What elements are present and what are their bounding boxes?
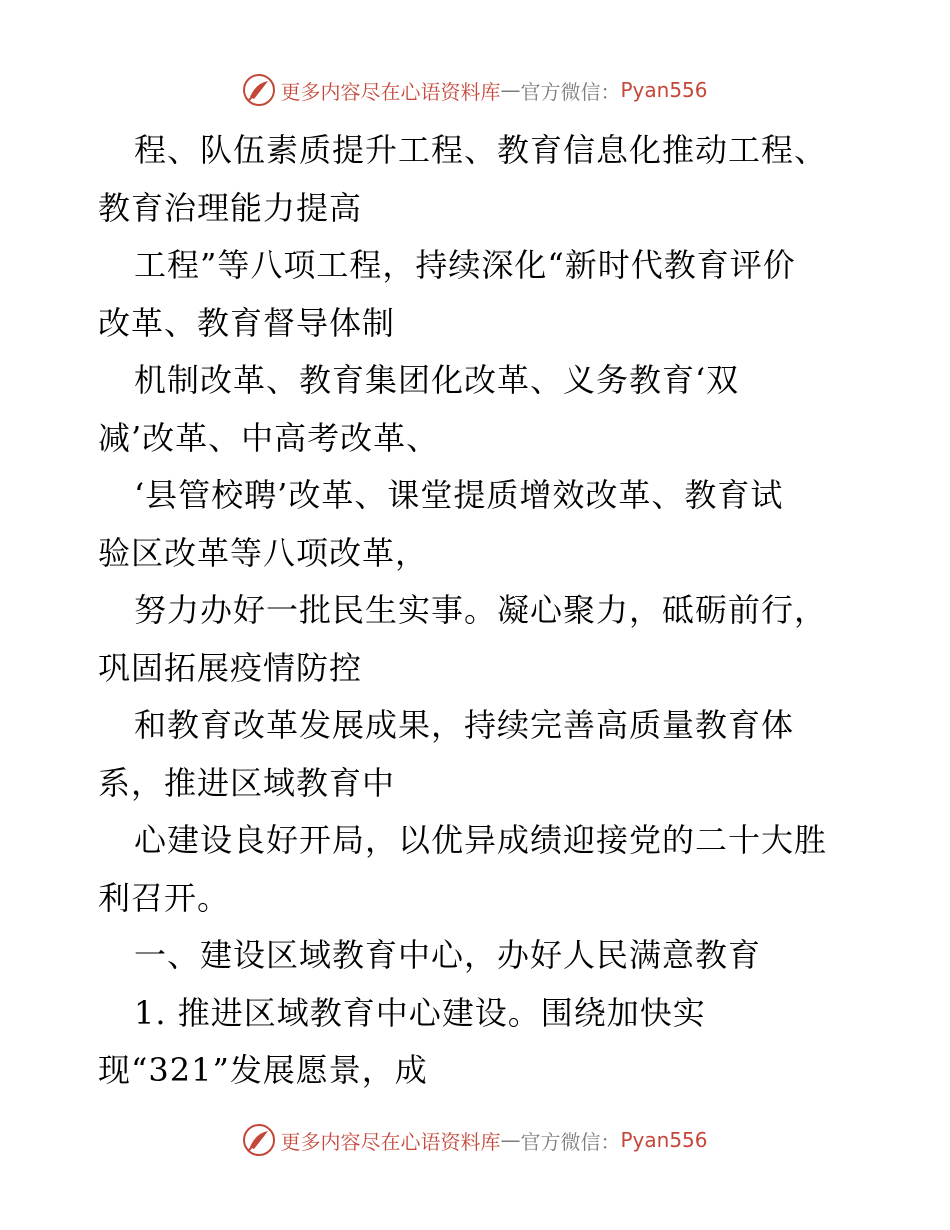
watermark-suffix-text: 官方微信： — [520, 1129, 621, 1154]
text-line: 心建设良好开局，以优异成绩迎接党的二十大胜 — [134, 821, 828, 859]
text-line: 机制改革、教育集团化改革、义务教育‘双 — [134, 361, 740, 399]
watermark-dash: — — [500, 78, 521, 102]
scroll-quill-logo-icon — [242, 1123, 276, 1157]
text-line: 工程”等八项工程，持续深化“新时代教育评价 — [134, 246, 796, 284]
watermark-main-text: 更多内容尽在心语资料库 — [280, 1129, 501, 1154]
text-line: 程、队伍素质提升工程、教育信息化推动工程、 — [134, 131, 828, 169]
text-line: 1. 推进区域教育中心建设。围绕加快实 — [134, 993, 706, 1032]
footer-watermark — [0, 1120, 950, 1160]
section-heading: 一、建设区域教育中心，办好人民满意教育 — [134, 936, 762, 974]
text-line: 努力办好一批民生实事。凝心聚力，砥砺前行， — [134, 591, 828, 629]
header-watermark — [0, 70, 950, 110]
text-line: 和教育改革发展成果，持续完善高质量教育体 — [134, 706, 795, 744]
text-line: 现“321”发展愿景，成 — [98, 1051, 428, 1089]
watermark-account-id: Pyan556 — [620, 1128, 708, 1152]
text-line: 改革、教育督导体制 — [98, 303, 396, 342]
text-line: 教育治理能力提高 — [98, 188, 363, 227]
text-line: 验区改革等八项改革， — [98, 533, 429, 572]
text-line: 巩固拓展疫情防控 — [98, 648, 363, 687]
text-line: 系，推进区域教育中 — [98, 763, 396, 802]
watermark-main-text: 更多内容尽在心语资料库 — [280, 79, 501, 104]
scroll-quill-logo-icon — [242, 73, 276, 107]
watermark-account-id: Pyan556 — [620, 78, 708, 102]
document-body — [98, 122, 858, 1100]
text-line: 利召开。 — [98, 878, 231, 917]
watermark-suffix-text: 官方微信： — [520, 79, 621, 104]
text-line: ‘县管校聘’改革、课堂提质增效改革、教育试 — [134, 476, 784, 514]
watermark-dash: — — [500, 1128, 521, 1152]
text-line: 减’改革、中高考改革、 — [98, 418, 440, 457]
